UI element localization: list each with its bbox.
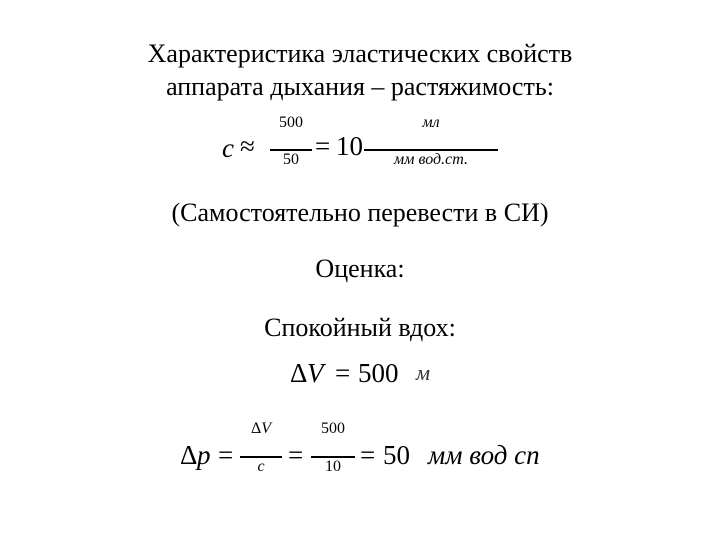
pressure-unit: мм вод сп <box>428 440 540 470</box>
coefficient: 10 <box>336 131 363 161</box>
assessment-label: Оценка: <box>315 254 405 283</box>
equals-sign: = <box>315 131 331 161</box>
delta-symbol: Δ <box>250 420 262 437</box>
fraction-500-50 <box>270 114 312 184</box>
approx-sign: ≈ <box>240 131 255 161</box>
volume-value: 500 <box>358 358 399 388</box>
fraction-denominator: 50 <box>283 151 299 168</box>
fraction-500-10 <box>311 420 355 492</box>
equals-sign: = <box>360 440 376 470</box>
equals-sign: = <box>218 440 234 470</box>
slide-title-line-2: аппарата дыхания – растяжимость: <box>166 72 554 101</box>
volume-unit: м <box>416 360 431 385</box>
fraction-numerator: 500 <box>279 114 303 131</box>
delta-symbol: Δ <box>180 440 198 470</box>
equals-sign: = <box>288 440 304 470</box>
delta-symbol: Δ <box>290 358 308 388</box>
fraction-numerator: 500 <box>321 420 345 437</box>
unit-numerator: мл <box>422 114 440 131</box>
fraction-dv-c <box>240 420 282 492</box>
fraction-numerator <box>240 420 282 438</box>
unit-denominator: мм вод.ст. <box>394 151 468 168</box>
equals-sign: = <box>335 358 351 388</box>
quiet-breath-label: Спокойный вдох: <box>264 313 456 342</box>
fraction-denominator: 10 <box>325 458 341 475</box>
slide-title-line-1: Характеристика эластических свойств <box>147 39 573 68</box>
volume-symbol: V <box>307 358 324 388</box>
fraction-denominator: c <box>257 458 265 475</box>
pressure-value: 50 <box>383 440 410 470</box>
si-conversion-note: (Самостоятельно перевести в СИ) <box>171 198 549 227</box>
volume-symbol: V <box>261 420 272 437</box>
pressure-symbol: p <box>197 440 211 470</box>
unit-fraction <box>364 114 498 184</box>
compliance-symbol: c <box>222 133 234 163</box>
